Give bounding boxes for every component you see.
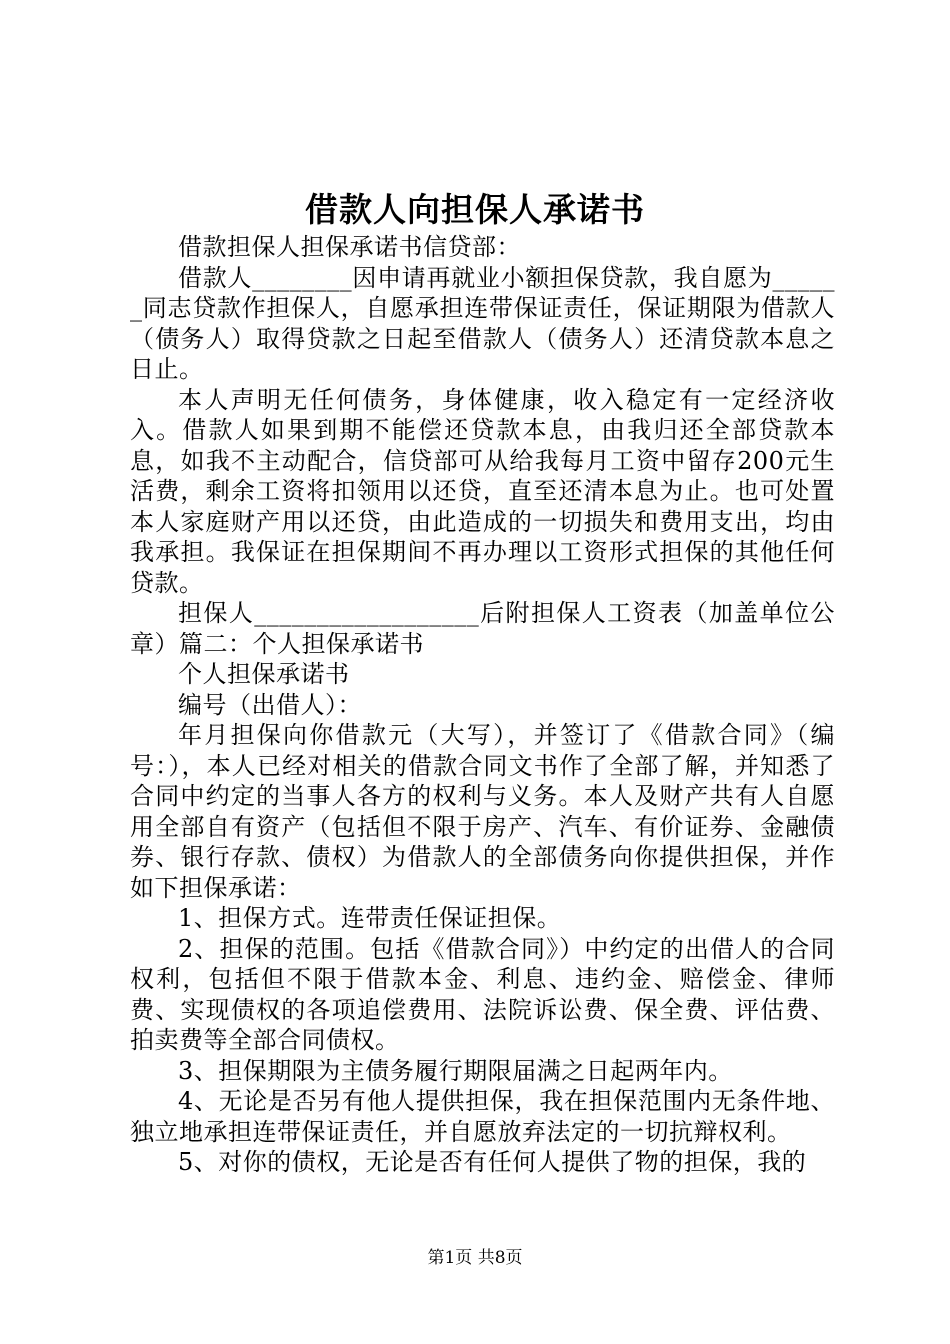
paragraph: 借款人________因申请再就业小额担保贷款，我自愿为______同志贷款作担保人，自愿承担连带保证责任，保证期限为借款人（债务人）取得贷款之日起至借款人（债务人）还清贷款本息之日止。: [130, 263, 835, 383]
paragraph: 担保人__________________后附担保人工资表（加盖单位公章）篇二：个人担保承诺书: [130, 599, 835, 658]
list-item: 5、对你的债权，无论是否有任何人提供了物的担保，我的: [178, 1148, 807, 1176]
paragraph: 本人声明无任何债务，身体健康，收入稳定有一定经济收入。借款人如果到期不能偿还贷款本息，由我归还全部贷款本息，如我不主动配合，信贷部可从给我每月工资中留存200元生活费，剩余工资将扣领用以还贷，直至还清本息为止。也可处置本人家庭财产用以还贷，由此造成的一切损失和费用支出，均由我承担。我保证在担保期间不再办理以工资形式担保的其他任何贷款。: [130, 385, 835, 597]
list-item: 4、无论是否另有他人提供担保，我在担保范围内无条件地、独立地承担连带保证责任，并自愿放弃法定的一切抗辩权利。: [130, 1087, 835, 1146]
list-item: 2、担保的范围。包括《借款合同》）中约定的出借人的合同权利，包括但不限于借款本金、利息、违约金、赔偿金、律师费、实现债权的各项追偿费用、法院诉讼费、保全费、评估费、拍卖费等全部合同债权。: [130, 934, 835, 1054]
paragraph-salutation: 借款担保人担保承诺书信贷部：: [178, 233, 521, 261]
list-item: 1、担保方式。连带责任保证担保。: [178, 904, 562, 932]
section-heading: 个人担保承诺书: [178, 660, 350, 688]
document-title: 借款人向担保人承诺书: [305, 190, 645, 229]
paragraph: 年月担保向你借款元（大写），并签订了《借款合同》（编号：），本人已经对相关的借款合同文书作了全部了解，并知悉了合同中约定的当事人各方的权利与义务。本人及财产共有人自愿用全部自有资产（包括但不限于房产、汽车、有价证券、金融债券、银行存款、债权）为借款人的全部债务向你提供担保，并作如下担保承诺：: [130, 721, 835, 902]
paragraph: 编号（出借人）：: [178, 690, 362, 719]
list-item: 3、担保期限为主债务履行期限届满之日起两年内。: [178, 1056, 733, 1085]
document-body: [130, 232, 835, 1178]
page-number: 第1页 共8页: [427, 1248, 523, 1268]
